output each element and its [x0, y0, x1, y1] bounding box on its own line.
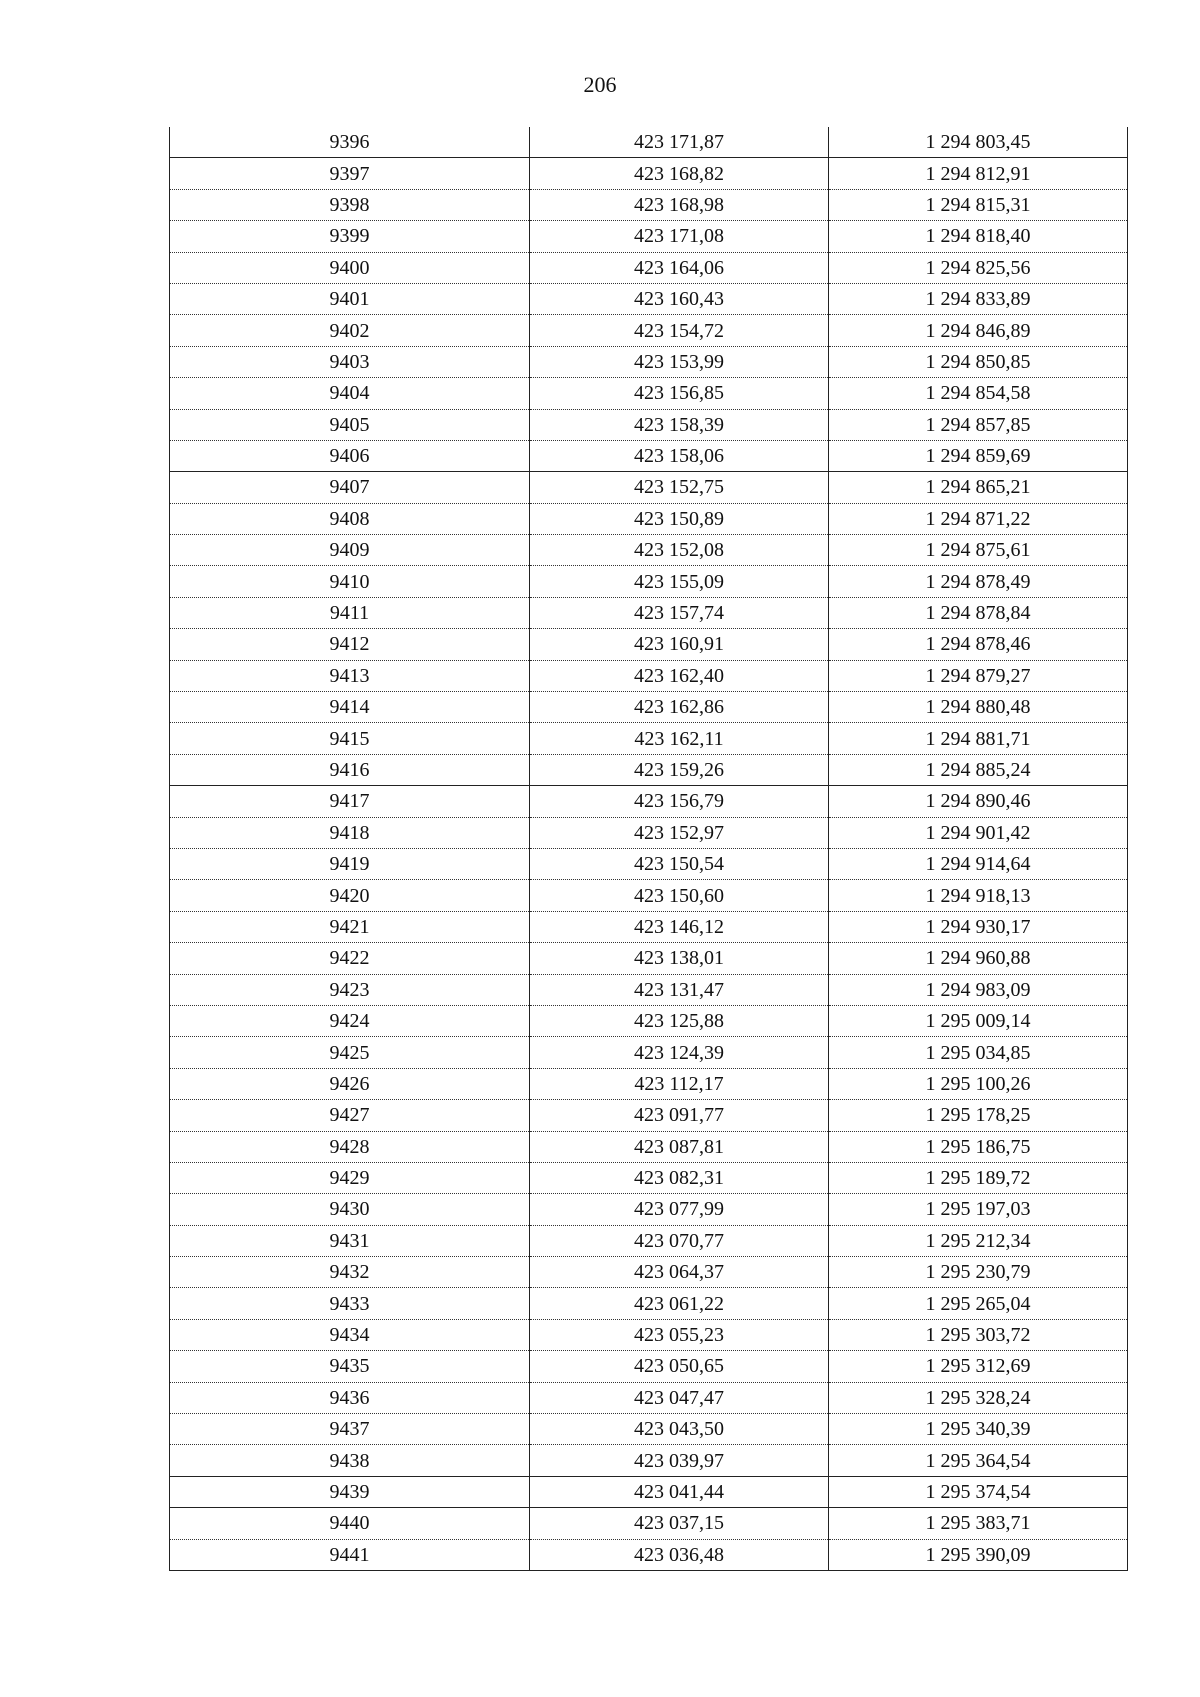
y-coordinate-cell: 1 295 383,71 — [829, 1508, 1128, 1539]
point-number-cell: 9431 — [170, 1225, 530, 1256]
y-coordinate-cell: 1 294 833,89 — [829, 283, 1128, 314]
point-number-cell: 9416 — [170, 754, 530, 785]
point-number-cell: 9426 — [170, 1068, 530, 1099]
table-row — [170, 346, 1128, 377]
y-coordinate-cell: 1 295 312,69 — [829, 1351, 1128, 1382]
table-row — [170, 440, 1128, 471]
table-row — [170, 503, 1128, 534]
y-coordinate-cell: 1 294 825,56 — [829, 252, 1128, 283]
y-coordinate-cell: 1 295 265,04 — [829, 1288, 1128, 1319]
table-row — [170, 786, 1128, 817]
point-number-cell: 9424 — [170, 1005, 530, 1036]
y-coordinate-cell: 1 294 901,42 — [829, 817, 1128, 848]
x-coordinate-cell: 423 138,01 — [530, 943, 829, 974]
x-coordinate-cell: 423 155,09 — [530, 566, 829, 597]
y-coordinate-cell: 1 294 960,88 — [829, 943, 1128, 974]
point-number-cell: 9401 — [170, 283, 530, 314]
y-coordinate-cell: 1 294 859,69 — [829, 440, 1128, 471]
y-coordinate-cell: 1 294 875,61 — [829, 535, 1128, 566]
x-coordinate-cell: 423 037,15 — [530, 1508, 829, 1539]
table-row — [170, 535, 1128, 566]
table-row — [170, 378, 1128, 409]
point-number-cell: 9420 — [170, 880, 530, 911]
table-row — [170, 252, 1128, 283]
point-number-cell: 9414 — [170, 692, 530, 723]
y-coordinate-cell: 1 294 918,13 — [829, 880, 1128, 911]
x-coordinate-cell: 423 158,39 — [530, 409, 829, 440]
y-coordinate-cell: 1 294 850,85 — [829, 346, 1128, 377]
y-coordinate-cell: 1 294 885,24 — [829, 754, 1128, 785]
table-row — [170, 1476, 1128, 1507]
point-number-cell: 9406 — [170, 440, 530, 471]
x-coordinate-cell: 423 070,77 — [530, 1225, 829, 1256]
x-coordinate-cell: 423 043,50 — [530, 1414, 829, 1445]
x-coordinate-cell: 423 091,77 — [530, 1100, 829, 1131]
point-number-cell: 9439 — [170, 1476, 530, 1507]
x-coordinate-cell: 423 160,43 — [530, 283, 829, 314]
x-coordinate-cell: 423 150,60 — [530, 880, 829, 911]
y-coordinate-cell: 1 295 009,14 — [829, 1005, 1128, 1036]
y-coordinate-cell: 1 295 186,75 — [829, 1131, 1128, 1162]
y-coordinate-cell: 1 294 983,09 — [829, 974, 1128, 1005]
x-coordinate-cell: 423 055,23 — [530, 1319, 829, 1350]
point-number-cell: 9430 — [170, 1194, 530, 1225]
point-number-cell: 9399 — [170, 221, 530, 252]
table-row — [170, 315, 1128, 346]
table-row — [170, 1382, 1128, 1413]
x-coordinate-cell: 423 154,72 — [530, 315, 829, 346]
table-row — [170, 158, 1128, 189]
x-coordinate-cell: 423 047,47 — [530, 1382, 829, 1413]
x-coordinate-cell: 423 162,11 — [530, 723, 829, 754]
table-row — [170, 566, 1128, 597]
y-coordinate-cell: 1 294 871,22 — [829, 503, 1128, 534]
x-coordinate-cell: 423 041,44 — [530, 1476, 829, 1507]
point-number-cell: 9405 — [170, 409, 530, 440]
x-coordinate-cell: 423 036,48 — [530, 1539, 829, 1570]
table-row — [170, 880, 1128, 911]
x-coordinate-cell: 423 146,12 — [530, 911, 829, 942]
point-number-cell: 9400 — [170, 252, 530, 283]
y-coordinate-cell: 1 295 212,34 — [829, 1225, 1128, 1256]
table-row — [170, 1508, 1128, 1539]
x-coordinate-cell: 423 157,74 — [530, 597, 829, 628]
point-number-cell: 9433 — [170, 1288, 530, 1319]
x-coordinate-cell: 423 125,88 — [530, 1005, 829, 1036]
table-row — [170, 1288, 1128, 1319]
point-number-cell: 9396 — [170, 127, 530, 158]
y-coordinate-cell: 1 294 881,71 — [829, 723, 1128, 754]
point-number-cell: 9404 — [170, 378, 530, 409]
table-row — [170, 1319, 1128, 1350]
x-coordinate-cell: 423 156,79 — [530, 786, 829, 817]
x-coordinate-cell: 423 156,85 — [530, 378, 829, 409]
x-coordinate-cell: 423 082,31 — [530, 1162, 829, 1193]
x-coordinate-cell: 423 087,81 — [530, 1131, 829, 1162]
table-row — [170, 1005, 1128, 1036]
y-coordinate-cell: 1 294 803,45 — [829, 127, 1128, 158]
x-coordinate-cell: 423 050,65 — [530, 1351, 829, 1382]
table-row — [170, 723, 1128, 754]
table-row — [170, 127, 1128, 158]
point-number-cell: 9412 — [170, 629, 530, 660]
point-number-cell: 9422 — [170, 943, 530, 974]
table-row — [170, 597, 1128, 628]
table-row — [170, 472, 1128, 503]
y-coordinate-cell: 1 295 364,54 — [829, 1445, 1128, 1476]
point-number-cell: 9419 — [170, 848, 530, 879]
y-coordinate-cell: 1 294 865,21 — [829, 472, 1128, 503]
point-number-cell: 9403 — [170, 346, 530, 377]
x-coordinate-cell: 423 162,86 — [530, 692, 829, 723]
y-coordinate-cell: 1 295 303,72 — [829, 1319, 1128, 1350]
point-number-cell: 9423 — [170, 974, 530, 1005]
point-number-cell: 9432 — [170, 1257, 530, 1288]
point-number-cell: 9434 — [170, 1319, 530, 1350]
y-coordinate-cell: 1 295 189,72 — [829, 1162, 1128, 1193]
table-row — [170, 283, 1128, 314]
x-coordinate-cell: 423 124,39 — [530, 1037, 829, 1068]
table-row — [170, 1225, 1128, 1256]
table-row — [170, 692, 1128, 723]
y-coordinate-cell: 1 294 878,84 — [829, 597, 1128, 628]
point-number-cell: 9411 — [170, 597, 530, 628]
table-row — [170, 1414, 1128, 1445]
table-row — [170, 754, 1128, 785]
table-row — [170, 1445, 1128, 1476]
x-coordinate-cell: 423 168,82 — [530, 158, 829, 189]
point-number-cell: 9428 — [170, 1131, 530, 1162]
x-coordinate-cell: 423 153,99 — [530, 346, 829, 377]
x-coordinate-cell: 423 061,22 — [530, 1288, 829, 1319]
point-number-cell: 9407 — [170, 472, 530, 503]
table-row — [170, 629, 1128, 660]
table-row — [170, 1068, 1128, 1099]
x-coordinate-cell: 423 131,47 — [530, 974, 829, 1005]
table-row — [170, 1351, 1128, 1382]
x-coordinate-cell: 423 039,97 — [530, 1445, 829, 1476]
y-coordinate-cell: 1 294 878,49 — [829, 566, 1128, 597]
point-number-cell: 9429 — [170, 1162, 530, 1193]
table-row — [170, 189, 1128, 220]
y-coordinate-cell: 1 294 815,31 — [829, 189, 1128, 220]
point-number-cell: 9409 — [170, 535, 530, 566]
point-number-cell: 9397 — [170, 158, 530, 189]
x-coordinate-cell: 423 164,06 — [530, 252, 829, 283]
table-row — [170, 409, 1128, 440]
x-coordinate-cell: 423 152,97 — [530, 817, 829, 848]
table-body — [170, 127, 1128, 1570]
x-coordinate-cell: 423 171,87 — [530, 127, 829, 158]
y-coordinate-cell: 1 294 880,48 — [829, 692, 1128, 723]
page-number: 206 — [583, 72, 617, 97]
point-number-cell: 9441 — [170, 1539, 530, 1570]
x-coordinate-cell: 423 077,99 — [530, 1194, 829, 1225]
point-number-cell: 9427 — [170, 1100, 530, 1131]
x-coordinate-cell: 423 152,08 — [530, 535, 829, 566]
table-row — [170, 817, 1128, 848]
y-coordinate-cell: 1 295 328,24 — [829, 1382, 1128, 1413]
y-coordinate-cell: 1 294 879,27 — [829, 660, 1128, 691]
point-number-cell: 9415 — [170, 723, 530, 754]
y-coordinate-cell: 1 295 178,25 — [829, 1100, 1128, 1131]
point-number-cell: 9435 — [170, 1351, 530, 1382]
point-number-cell: 9438 — [170, 1445, 530, 1476]
point-number-cell: 9413 — [170, 660, 530, 691]
y-coordinate-cell: 1 294 857,85 — [829, 409, 1128, 440]
x-coordinate-cell: 423 150,89 — [530, 503, 829, 534]
y-coordinate-cell: 1 295 197,03 — [829, 1194, 1128, 1225]
coordinates-table — [169, 127, 1128, 1571]
y-coordinate-cell: 1 295 374,54 — [829, 1476, 1128, 1507]
x-coordinate-cell: 423 112,17 — [530, 1068, 829, 1099]
y-coordinate-cell: 1 294 846,89 — [829, 315, 1128, 346]
y-coordinate-cell: 1 295 230,79 — [829, 1257, 1128, 1288]
y-coordinate-cell: 1 294 812,91 — [829, 158, 1128, 189]
x-coordinate-cell: 423 064,37 — [530, 1257, 829, 1288]
table-row — [170, 1194, 1128, 1225]
table-row — [170, 221, 1128, 252]
point-number-cell: 9402 — [170, 315, 530, 346]
point-number-cell: 9425 — [170, 1037, 530, 1068]
table-row — [170, 943, 1128, 974]
point-number-cell: 9418 — [170, 817, 530, 848]
table-row — [170, 848, 1128, 879]
x-coordinate-cell: 423 150,54 — [530, 848, 829, 879]
table-row — [170, 974, 1128, 1005]
x-coordinate-cell: 423 168,98 — [530, 189, 829, 220]
x-coordinate-cell: 423 159,26 — [530, 754, 829, 785]
table-row — [170, 1037, 1128, 1068]
x-coordinate-cell: 423 160,91 — [530, 629, 829, 660]
x-coordinate-cell: 423 162,40 — [530, 660, 829, 691]
point-number-cell: 9398 — [170, 189, 530, 220]
y-coordinate-cell: 1 295 390,09 — [829, 1539, 1128, 1570]
y-coordinate-cell: 1 294 854,58 — [829, 378, 1128, 409]
x-coordinate-cell: 423 152,75 — [530, 472, 829, 503]
x-coordinate-cell: 423 171,08 — [530, 221, 829, 252]
table-row — [170, 1131, 1128, 1162]
table-row — [170, 911, 1128, 942]
y-coordinate-cell: 1 295 100,26 — [829, 1068, 1128, 1099]
y-coordinate-cell: 1 295 034,85 — [829, 1037, 1128, 1068]
point-number-cell: 9440 — [170, 1508, 530, 1539]
table-row — [170, 1257, 1128, 1288]
y-coordinate-cell: 1 294 878,46 — [829, 629, 1128, 660]
x-coordinate-cell: 423 158,06 — [530, 440, 829, 471]
point-number-cell: 9417 — [170, 786, 530, 817]
table-row — [170, 1162, 1128, 1193]
point-number-cell: 9410 — [170, 566, 530, 597]
y-coordinate-cell: 1 294 914,64 — [829, 848, 1128, 879]
y-coordinate-cell: 1 294 818,40 — [829, 221, 1128, 252]
y-coordinate-cell: 1 294 890,46 — [829, 786, 1128, 817]
table-row — [170, 660, 1128, 691]
point-number-cell: 9436 — [170, 1382, 530, 1413]
table-row — [170, 1539, 1128, 1570]
point-number-cell: 9437 — [170, 1414, 530, 1445]
y-coordinate-cell: 1 295 340,39 — [829, 1414, 1128, 1445]
y-coordinate-cell: 1 294 930,17 — [829, 911, 1128, 942]
table-row — [170, 1100, 1128, 1131]
point-number-cell: 9408 — [170, 503, 530, 534]
point-number-cell: 9421 — [170, 911, 530, 942]
